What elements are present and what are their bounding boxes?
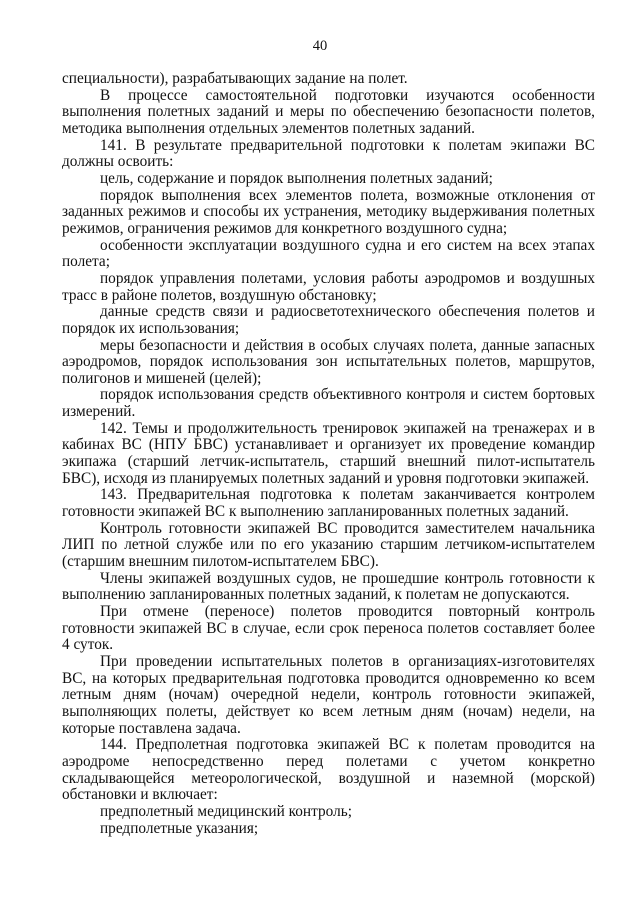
paragraph: меры безопасности и действия в особых случаях полета, данные запасных аэродромов, порядок использования зон испытательных полетов, маршрутов, полигонов и мишеней (целей); (62, 336, 595, 387)
paragraph: В процессе самостоятельной подготовки изучаются особенности выполнения полетных заданий и меры по обеспечению безопасности полетов, методика выполнения отдельных элементов полетных заданий. (62, 86, 595, 137)
paragraph: 141. В результате предварительной подготовки к полетам экипажи ВС должны освоить: (62, 136, 595, 171)
paragraph: 144. Предполетная подготовка экипажей ВС к полетам проводится на аэродроме непосредственно перед полетами с учетом конкретно складывающейся метеорологической, воздушной и наземной (морской) обстановки и включает: (62, 736, 595, 804)
paragraph: Контроль готовности экипажей ВС проводится заместителем начальника ЛИП по летной службе или по его указанию старшим летчиком-испытателем (старшим внешним пилотом-испытателем БВС). (62, 519, 595, 571)
paragraph: 142. Темы и продолжительность тренировок экипажей на тренажерах и в кабинах ВС (НПУ БВС) устанавливает и организует их проведение командир экипажа (старший летчик-испытатель, старший внешний пилот-испытатель БВС), исходя из планируемых полетных заданий и уровня подготовки экипажей. (62, 419, 595, 487)
paragraph: особенности эксплуатации воздушного судна и его систем на всех этапах полета; (62, 236, 595, 271)
paragraph: При отмене (переносе) полетов проводится повторный контроль готовности экипажей ВС в случае, если срок переноса полетов составляет более 4 суток. (62, 603, 595, 654)
paragraph: данные средств связи и радиосветотехнического обеспечения полетов и порядок их использования; (62, 303, 595, 337)
paragraph: порядок использования средств объективного контроля и систем бортовых измерений. (62, 386, 595, 421)
paragraph: порядок выполнения всех элементов полета, возможные отклонения от заданных режимов и способы их устранения, методику выдерживания полетных режимов, ограничения режимов для конкретного воздушного судна; (62, 186, 595, 237)
paragraph: цель, содержание и порядок выполнения полетных заданий; (100, 169, 493, 187)
paragraph: Члены экипажей воздушных судов, не прошедшие контроль готовности к выполнению запланированных полетных заданий, к полетам не допускаются. (62, 569, 595, 604)
paragraph: специальности), разрабатывающих задание на полет. (62, 70, 408, 87)
paragraph: порядок управления полетами, условия работы аэродромов и воздушных трасс в районе полетов, воздушную обстановку; (62, 269, 595, 304)
paragraph: При проведении испытательных полетов в организациях-изготовителях ВС, на которых предварительная подготовка проводится одновременно ко всем летным дням (ночам) очередной недели, контроль готовности экипажей, выполняющих полеты, действует ко всем летным дням (ночам) недели, на которые поставлена задача. (62, 652, 595, 737)
paragraph: предполетные указания; (100, 819, 259, 837)
paragraph: 143. Предварительная подготовка к полетам заканчивается контролем готовности экипажей ВС к выполнению запланированных полетных заданий. (62, 486, 595, 521)
document-body (62, 71, 595, 837)
page-number: 40 (312, 38, 328, 54)
paragraph: предполетный медицинский контроль; (100, 802, 352, 820)
